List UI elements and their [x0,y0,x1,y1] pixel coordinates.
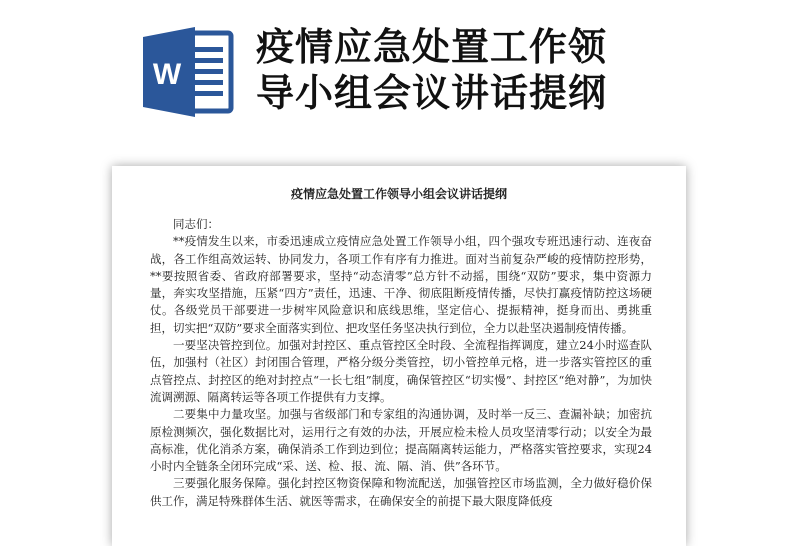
word-document-icon [143,27,235,117]
word-icon-letter: W [152,58,182,91]
greeting: 同志们： [173,217,219,231]
paragraph-3: 三要强化服务保障。强化封控区物资保障和物流配送，加强管控区市场监测，全力做好稳价保供工作，满足特殊群体生活、就医等需求，在确保安全的前提下最大限度降低疫 [150,476,652,508]
document-title: 疫情应急处置工作领导小组会议讲话提纲 [290,187,507,201]
document-body [150,216,652,510]
paragraph-1: 一要坚决管控到位。加强对封控区、重点管控区全时段、全流程指挥调度，建立24小时巡查队伍，加强村（社区）封闭围合管理，严格分级分类管控，切小管控单元格，进一步落实管控区的重点管控点、封控区的绝对封控点“一长七组”制度，确保管控区“切实慢”、封控区“绝对静”，为加快流调溯源、隔离转运等各项工作提供有力支撑。 [150,338,652,404]
banner-title: 疫情应急处置工作领 导小组会议讲话提纲 [256,25,608,115]
document-page [112,166,686,546]
banner [0,0,800,150]
paragraph-intro: **疫情发生以来，市委迅速成立疫情应急处置工作领导小组，四个强攻专班迅速行动、连夜奋战，各工作组高效运转、协同发力，各项工作有序有力推进。面对当前复杂严峻的疫情防控形势，**要按照省委、省政府部署要求，坚持“动态清零”总方针不动摇，围绕“双防”要求，集中资源力量，奔实攻坚措施，压紧“四方”责任，迅速、干净、彻底阻断疫情传播，尽快打赢疫情防控这场硬仗。各级党员干部要进一步树牢风险意识和底线思维，坚定信心、提振精神，挺身而出、勇挑重担，切实把“双防”要求全面落实到位、把攻坚任务坚决执行到位，全力以赴坚决遏制疫情传播。 [150,234,652,335]
paragraph-2: 二要集中力量攻坚。加强与省级部门和专家组的沟通协调，及时举一反三、查漏补缺；加密抗原检测频次，强化数据比对，运用行之有效的办法，开展应检未检人员攻坚清零行动；以安全为最高标准，优化消杀方案，确保消杀工作到边到位；提高隔离转运能力，严格落实管控要求，实现24小时内全链条全闭环完成“采、送、检、报、流、隔、消、供”各环节。 [150,407,652,474]
